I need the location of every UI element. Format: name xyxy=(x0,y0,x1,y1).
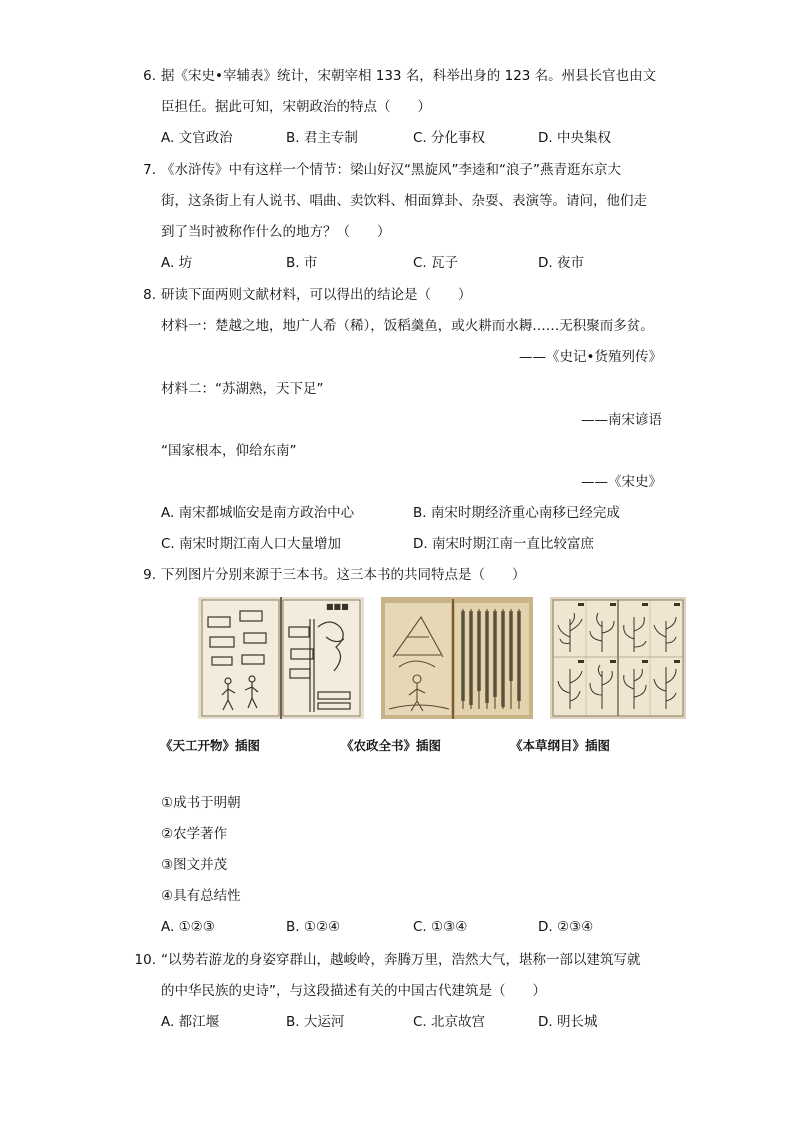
statement-3: ③图文并茂 xyxy=(161,857,228,873)
question-text: 臣担任。据此可知，宋朝政治的特点（ ） xyxy=(161,99,431,115)
option-a[interactable]: A. 都江堰 xyxy=(161,1014,220,1030)
source-material-1: 材料一：楚越之地，地广人希（稀），饭稻羹鱼，或火耕而水耨……无积聚而多贫。 xyxy=(161,318,654,334)
question-text: 下列图片分别来源于三本书。这三本书的共同特点是（ ） xyxy=(161,567,526,583)
source-citation: ——南宋谚语 xyxy=(581,412,662,428)
option-b[interactable]: B. 南宋时期经济重心南移已经完成 xyxy=(413,505,620,521)
question-number: 10. xyxy=(134,952,156,968)
source-citation: ——《史记•货殖列传》 xyxy=(519,349,662,365)
statement-4: ④具有总结性 xyxy=(161,888,241,904)
question-text: 研读下面两则文献材料，可以得出的结论是（ ） xyxy=(161,287,472,303)
option-d[interactable]: D. 明长城 xyxy=(538,1014,598,1030)
option-d[interactable]: D. 南宋时期江南一直比较富庶 xyxy=(413,536,594,552)
option-b[interactable]: B. 市 xyxy=(286,255,318,271)
svg-text:■■■: ■■■ xyxy=(326,602,349,611)
nongzheng-quanshu-illustration xyxy=(381,597,533,719)
caption-nongzheng-quanshu: 《农政全书》插图 xyxy=(341,738,442,753)
option-d[interactable]: D. 中央集权 xyxy=(538,130,611,146)
question-text: 到了当时被称作什么的地方？（ ） xyxy=(161,224,391,240)
question-number: 7. xyxy=(143,162,156,178)
statement-1: ①成书于明朝 xyxy=(161,795,241,811)
option-a[interactable]: A. 文官政治 xyxy=(161,130,233,146)
tiangong-kaiwu-illustration xyxy=(198,597,364,719)
bencao-gangmu-illustration xyxy=(550,597,686,719)
question-text: 街，这条街上有人说书、唱曲、卖饮料、相面算卦、杂耍、表演等。请问，他们走 xyxy=(161,193,647,209)
source-material-3: “国家根本，仰给东南” xyxy=(161,443,297,459)
caption-bencao-gangmu: 《本草纲目》插图 xyxy=(510,738,611,753)
options-row xyxy=(161,912,681,943)
option-c[interactable]: C. 分化事权 xyxy=(413,130,486,146)
statement-2: ②农学著作 xyxy=(161,826,228,842)
source-material-2: 材料二：“苏湖熟，天下足” xyxy=(161,381,324,397)
option-c[interactable]: C. 南宋时期江南人口大量增加 xyxy=(161,536,342,552)
caption-tiangong-kaiwu: 《天工开物》插图 xyxy=(160,738,261,753)
options-row xyxy=(161,1007,681,1038)
option-d[interactable]: D. 夜市 xyxy=(538,255,584,271)
option-a[interactable]: A. 南宋都城临安是南方政治中心 xyxy=(161,505,355,521)
option-c[interactable]: C. 瓦子 xyxy=(413,255,459,271)
option-b[interactable]: B. 君主专制 xyxy=(286,130,358,146)
option-a[interactable]: A. ①②③ xyxy=(161,919,215,935)
book-illustrations xyxy=(198,597,688,723)
option-c[interactable]: C. ①③④ xyxy=(413,919,468,935)
options-row xyxy=(161,529,681,560)
options-row xyxy=(161,123,681,154)
option-d[interactable]: D. ②③④ xyxy=(538,919,594,935)
option-c[interactable]: C. 北京故宫 xyxy=(413,1014,486,1030)
option-b[interactable]: B. ①②④ xyxy=(286,919,341,935)
question-number: 9. xyxy=(143,567,156,583)
option-b[interactable]: B. 大运河 xyxy=(286,1014,345,1030)
question-text: 的中华民族的史诗”，与这段描述有关的中国古代建筑是（ ） xyxy=(161,983,546,999)
source-citation: ——《宋史》 xyxy=(581,474,662,490)
options-row xyxy=(161,498,681,529)
options-row xyxy=(161,248,681,279)
question-number: 8. xyxy=(143,287,156,303)
question-text: 《水浒传》中有这样一个情节：梁山好汉“黑旋风”李逵和“浪子”燕青逛东京大 xyxy=(161,162,621,178)
question-text: “以势若游龙的身姿穿群山，越峻岭，奔腾万里，浩然大气，堪称一部以建筑写就 xyxy=(161,952,641,968)
question-number: 6. xyxy=(143,68,156,84)
option-a[interactable]: A. 坊 xyxy=(161,255,193,271)
question-text: 据《宋史•宰辅表》统计，宋朝宰相 133 名，科举出身的 123 名。州县长官也由文 xyxy=(161,68,657,84)
